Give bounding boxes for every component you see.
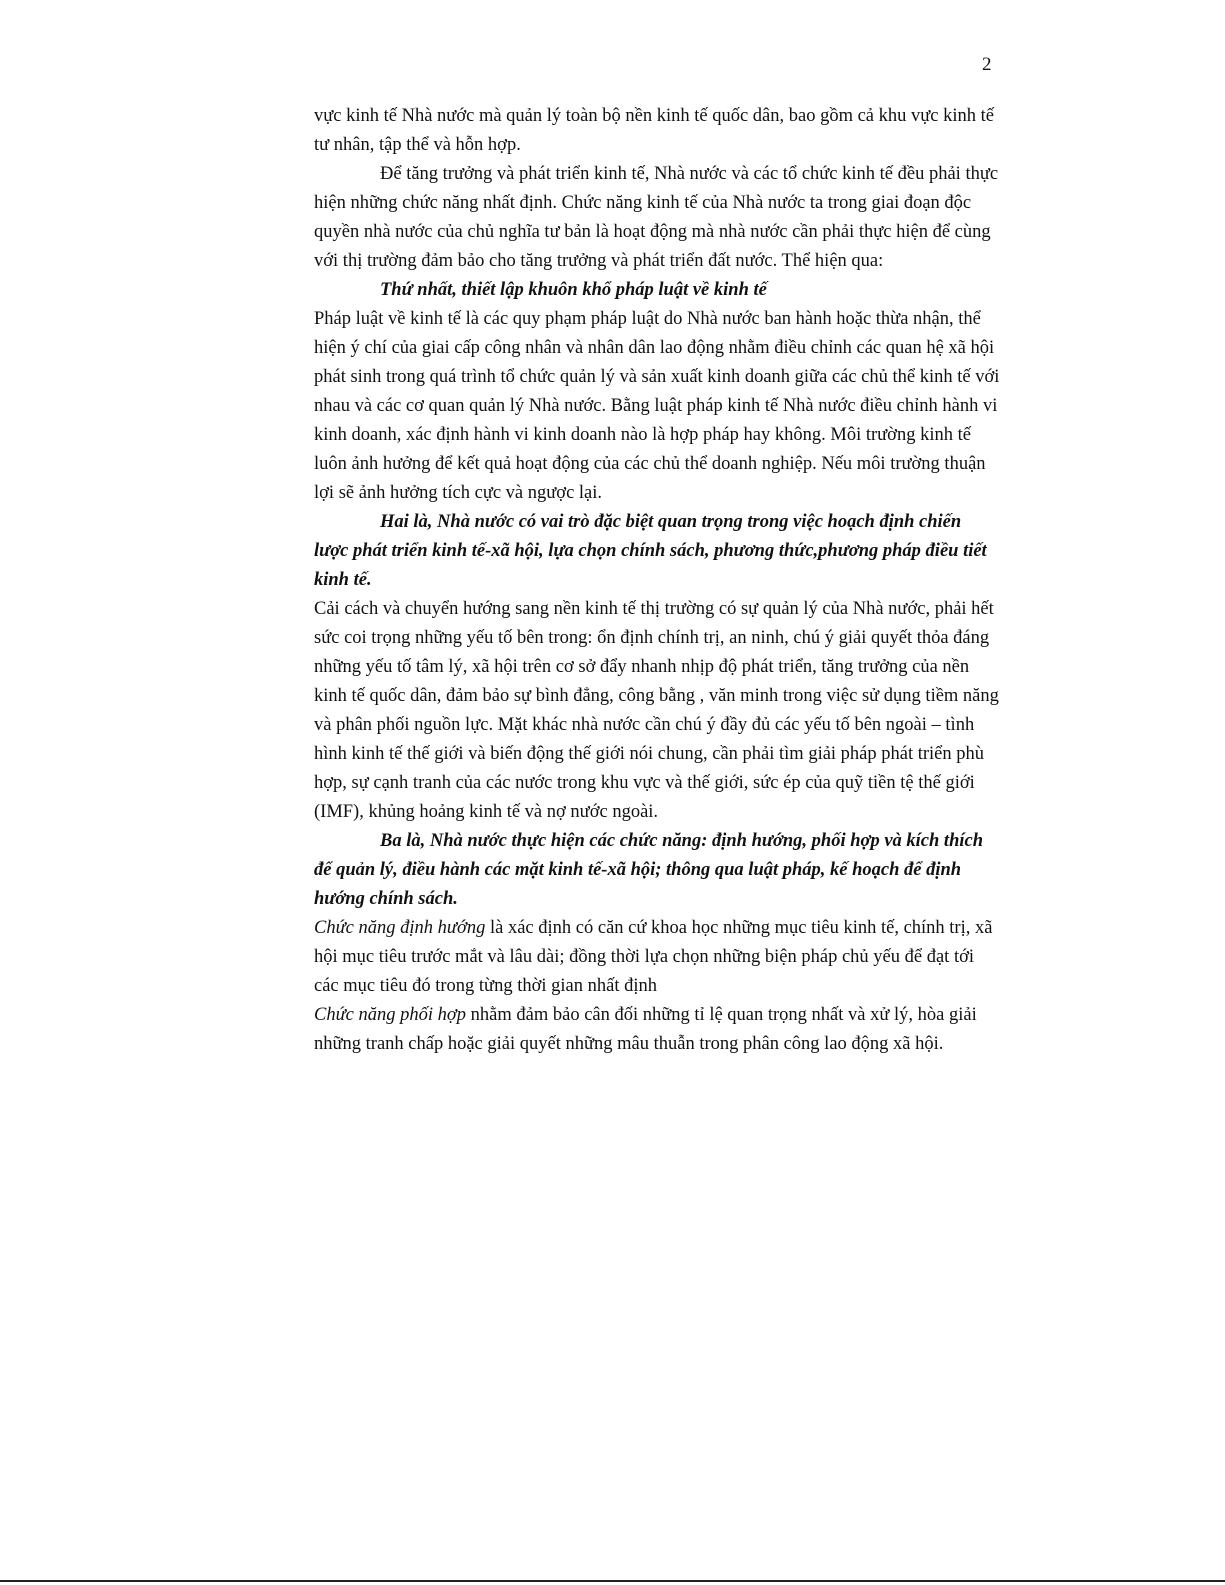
heading-third: Ba là, Nhà nước thực hiện các chức năng: định hướng, phối hợp và kích thích để quản lý, điều hành các mặt kinh tế-xã hội; thông qua luật pháp, kế hoạch để định hướng chính sách.: [314, 831, 983, 909]
paragraph-intro: Để tăng trưởng và phát triển kinh tế, Nhà nước và các tổ chức kinh tế đều phải thực hiện những chức năng nhất định. Chức năng kinh tế của Nhà nước ta trong giai đoạn độc quyền nhà nước của chủ nghĩa tư bản là hoạt động mà nhà nước cần phải thực hiện để cùng với thị trường đảm bảo cho tăng trưởng và phát triển đất nước. Thể hiện qua:: [314, 164, 999, 271]
paragraph-orientation-function: [314, 914, 1000, 1001]
term-coordination-function: Chức năng phối hợp: [314, 1005, 467, 1025]
document-body: [314, 102, 1000, 1059]
orientation-function-text: là xác định có căn cứ khoa học những mục tiêu kinh tế, chính trị, xã hội mục tiêu trước mắt và lâu dài; đồng thời lựa chọn những biện pháp chủ yếu để đạt tới các mục tiêu đó trong từng thời gian nhất định: [314, 918, 993, 996]
term-orientation-function: Chức năng định hướng: [314, 918, 486, 938]
page-bottom-divider: [0, 1580, 1225, 1582]
paragraph-reform: Cải cách và chuyển hướng sang nền kinh tế thị trường có sự quản lý của Nhà nước, phải hết sức coi trọng những yếu tố bên trong: ổn định chính trị, an ninh, chú ý giải quyết thỏa đáng những yếu tố tâm lý, xã hội trên cơ sở đẩy nhanh nhịp độ phát triển, tăng trưởng của nền kinh tế quốc dân, đảm bảo sự bình đẳng, công bằng , văn minh trong việc sử dụng tiềm năng và phân phối nguồn lực. Mặt khác nhà nước cần chú ý đầy đủ các yếu tố bên ngoài – tình hình kinh tế thế giới và biến động thế giới nói chung, cần phải tìm giải pháp phát triển phù hợp, sự cạnh tranh của các nước trong khu vực và thế giới, sức ép của quỹ tiền tệ thế giới (IMF), khủng hoảng kinh tế và nợ nước ngoài.: [314, 599, 999, 822]
heading-first: Thứ nhất, thiết lập khuôn khổ pháp luật về kinh tế: [380, 280, 767, 300]
coordination-function-text: nhằm đảm bảo cân đối những tỉ lệ quan trọng nhất và xử lý, hòa giải những tranh chấp hoặc giải quyết những mâu thuẫn trong phân công lao động xã hội.: [314, 1005, 977, 1054]
paragraph-continuation: vực kinh tế Nhà nước mà quản lý toàn bộ nền kinh tế quốc dân, bao gồm cả khu vực kinh tế tư nhân, tập thể và hỗn hợp.: [314, 106, 995, 155]
paragraph-legal-framework: Pháp luật về kinh tế là các quy phạm pháp luật do Nhà nước ban hành hoặc thừa nhận, thể hiện ý chí của giai cấp công nhân và nhân dân lao động nhằm điều chỉnh các quan hệ xã hội phát sinh trong quá trình tổ chức quản lý và sản xuất kinh doanh giữa các chủ thể kinh tế với nhau và các cơ quan quản lý Nhà nước. Bằng luật pháp kinh tế Nhà nước điều chỉnh hành vi kinh doanh, xác định hành vi kinh doanh nào là hợp pháp hay không. Môi trường kinh tế luôn ảnh hưởng để kết quả hoạt động của các chủ thể doanh nghiệp. Nếu môi trường thuận lợi sẽ ảnh hưởng tích cực và ngược lại.: [314, 309, 1000, 503]
paragraph-coordination-function: [314, 1001, 1000, 1059]
page-number: 2: [982, 54, 992, 75]
heading-second: Hai là, Nhà nước có vai trò đặc biệt quan trọng trong việc hoạch định chiến lược phát triển kinh tế-xã hội, lựa chọn chính sách, phương thức,phương pháp điều tiết kinh tế.: [314, 512, 987, 590]
